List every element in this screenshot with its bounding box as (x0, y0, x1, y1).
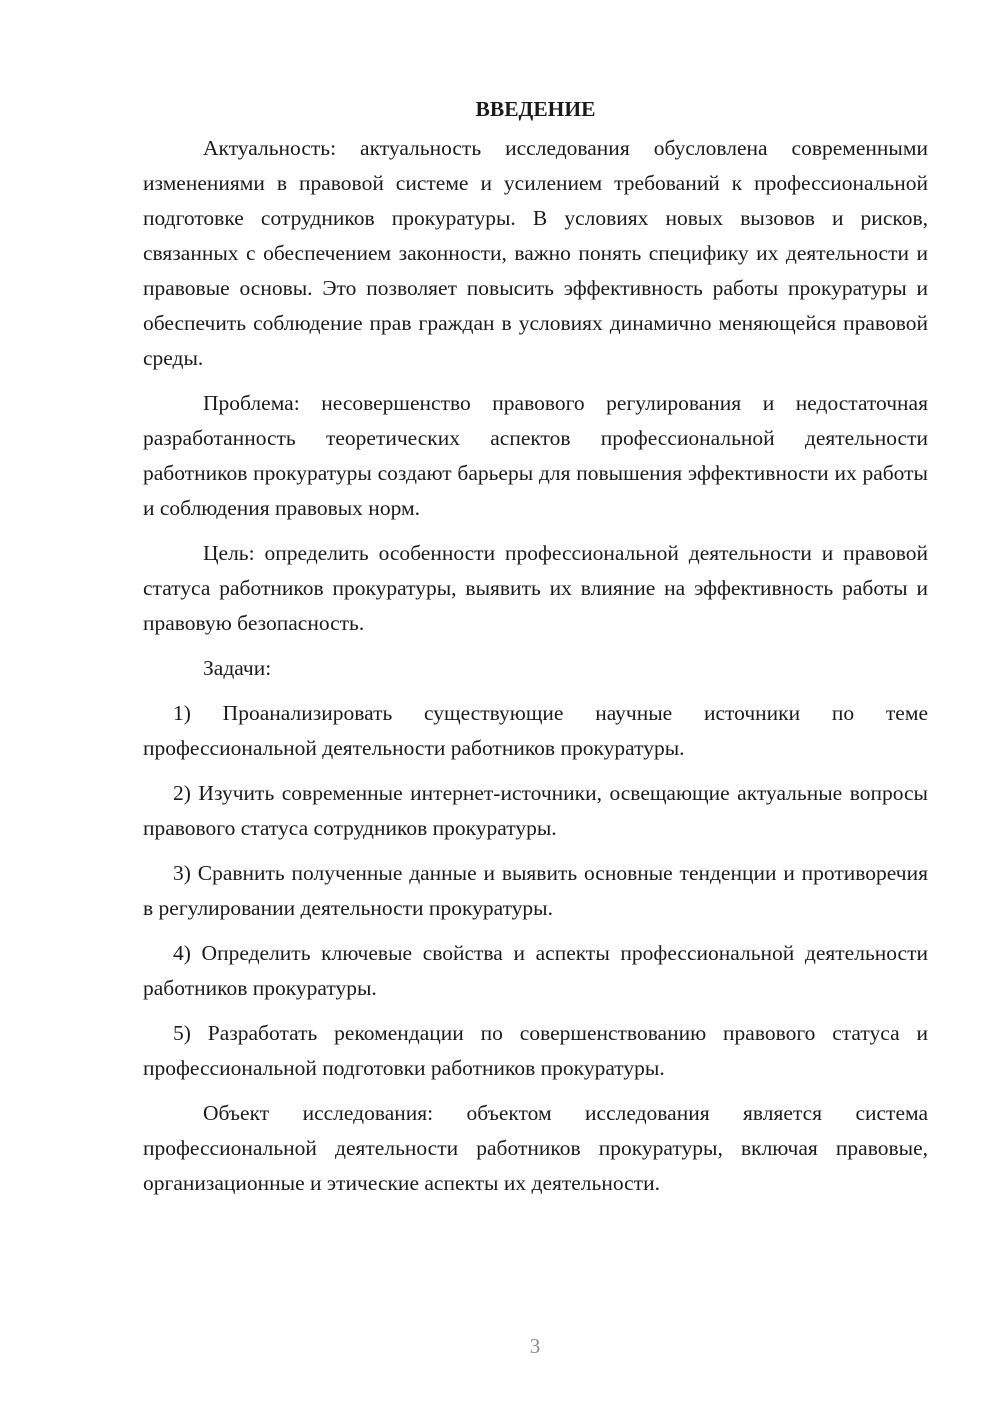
paragraph-object: Объект исследования: объектом исследования является система профессиональной деятельности работников прокуратуры, включая правовые, организационные и этические аспекты их деятельности. (143, 1101, 928, 1195)
task-item-4: 4) Определить ключевые свойства и аспекты профессиональной деятельности работников прокуратуры. (143, 941, 928, 1000)
task-item-5: 5) Разработать рекомендации по совершенствованию правового статуса и профессиональной подготовки работников прокуратуры. (143, 1021, 928, 1080)
paragraph-goal: Цель: определить особенности профессиональной деятельности и правовой статуса работников прокуратуры, выявить их влияние на эффективность работы и правовую безопасность. (143, 541, 928, 635)
tasks-heading: Задачи: (203, 656, 272, 680)
document-page (143, 92, 928, 1211)
task-item-3: 3) Сравнить полученные данные и выявить основные тенденции и противоречия в регулировании деятельности прокуратуры. (143, 861, 928, 920)
page-number: 3 (529, 1334, 541, 1358)
task-item-1: 1) Проанализировать существующие научные источники по теме профессиональной деятельности работников прокуратуры. (143, 701, 928, 760)
section-title: ВВЕДЕНИЕ (475, 97, 596, 121)
task-item-2: 2) Изучить современные интернет-источники, освещающие актуальные вопросы правового статуса сотрудников прокуратуры. (143, 781, 928, 840)
paragraph-relevance: Актуальность: актуальность исследования обусловлена современными изменениями в правовой системе и усилением требований к профессиональной подготовке сотрудников прокуратуры. В условиях новых вызовов и рисков, связанных с обеспечением законности, важно понять специфику их деятельности и правовые основы. Это позволяет повысить эффективность работы прокуратуры и обеспечить соблюдение прав граждан в условиях динамично меняющейся правовой среды. (143, 136, 928, 370)
paragraph-problem: Проблема: несовершенство правового регулирования и недостаточная разработанность теоретических аспектов профессиональной деятельности работников прокуратуры создают барьеры для повышения эффективности их работы и соблюдения правовых норм. (143, 391, 928, 520)
